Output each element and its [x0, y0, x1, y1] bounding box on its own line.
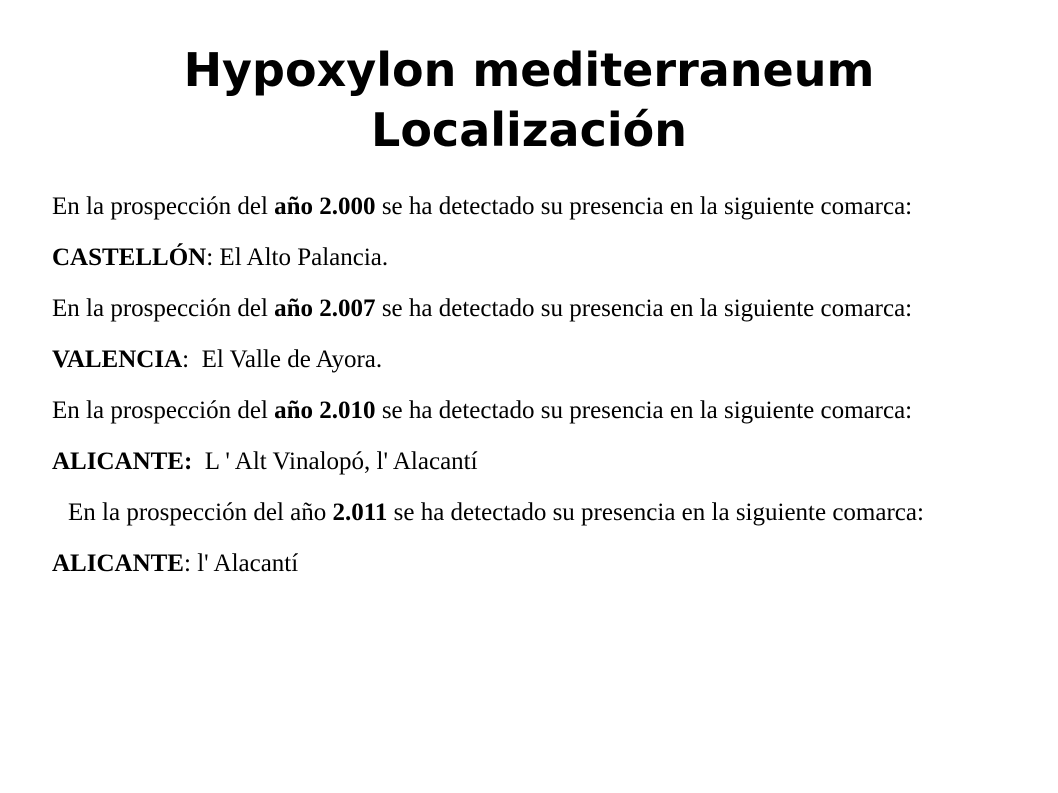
paragraph-text: se ha detectado su presencia en la siguiente comarca: — [375, 295, 913, 322]
comarca-names: L ' Alt Vinalopó, l' Alacantí — [204, 448, 478, 475]
survey-year: año 2.007 — [274, 295, 376, 322]
slide-body — [52, 189, 1006, 597]
slide-title — [0, 40, 1058, 160]
survey-paragraph-2011 — [52, 495, 1006, 530]
separator — [192, 448, 205, 475]
region-line-alicante-2010 — [52, 444, 1006, 479]
comarca-names: El Alto Palancia. — [219, 244, 389, 271]
region-line-alicante-2011 — [52, 546, 1006, 581]
comarca-names: l' Alacantí — [197, 550, 299, 577]
paragraph-text: En la prospección del año — [68, 499, 333, 526]
province-name: VALENCIA — [52, 346, 183, 373]
paragraph-text: se ha detectado su presencia en la siguiente comarca: — [375, 397, 913, 424]
survey-year: año 2.010 — [274, 397, 376, 424]
paragraph-text: se ha detectado su presencia en la siguiente comarca: — [375, 193, 913, 220]
province-name: ALICANTE — [52, 550, 184, 577]
comarca-names: El Valle de Ayora. — [201, 346, 383, 373]
survey-paragraph-2000 — [52, 189, 1006, 224]
region-line-castellon — [52, 240, 1006, 275]
province-name: ALICANTE: — [52, 448, 193, 475]
separator: : — [206, 244, 220, 271]
region-line-valencia — [52, 342, 1006, 377]
survey-year: 2.011 — [332, 499, 388, 526]
paragraph-text: En la prospección del — [52, 397, 275, 424]
survey-paragraph-2007 — [52, 291, 1006, 326]
paragraph-text: En la prospección del — [52, 295, 275, 322]
title-section: Localización — [371, 103, 687, 157]
survey-paragraph-2010 — [52, 393, 1006, 428]
survey-year: año 2.000 — [274, 193, 376, 220]
separator: : — [182, 346, 202, 373]
paragraph-text: En la prospección del — [52, 193, 275, 220]
separator: : — [183, 550, 198, 577]
title-species: Hypoxylon mediterraneum — [183, 43, 875, 97]
province-name: CASTELLÓN — [52, 244, 207, 271]
paragraph-text: se ha detectado su presencia en la siguiente comarca: — [387, 499, 924, 526]
